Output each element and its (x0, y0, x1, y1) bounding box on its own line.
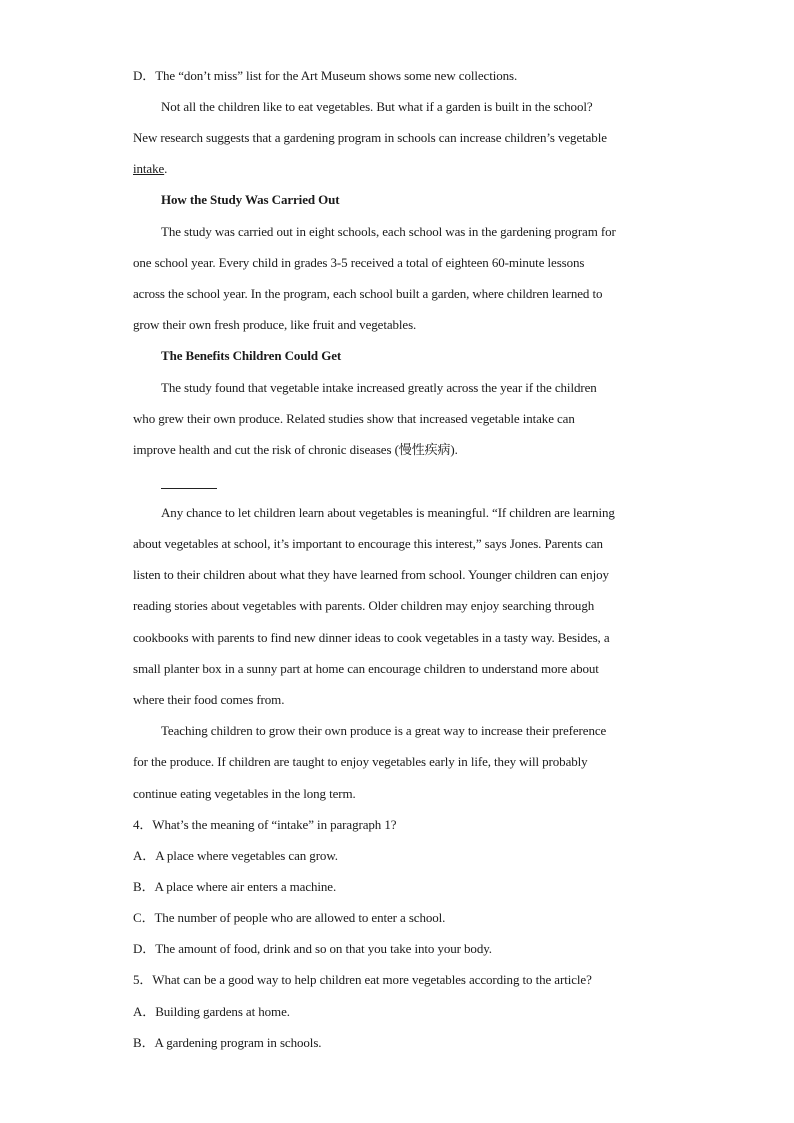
question-5: 5．What can be a good way to help children eat more vegetables according to the article? (133, 972, 592, 987)
period: . (164, 161, 168, 176)
question-5-option-b: B．A gardening program in schools. (133, 1035, 322, 1050)
paragraph-1-line (133, 161, 673, 177)
blank-heading-line (161, 488, 217, 489)
question-5-option-a: A．Building gardens at home. (133, 1004, 290, 1019)
paragraph-2-line: grow their own fresh produce, like fruit and vegetables. (133, 317, 417, 332)
paragraph-5-line: continue eating vegetables in the long term. (133, 786, 356, 801)
question-4-option-b: B．A place where air enters a machine. (133, 879, 337, 894)
paragraph-4-line: where their food comes from. (133, 692, 285, 707)
paragraph-3-line: The study found that vegetable intake increased greatly across the year if the children (161, 380, 597, 395)
question-4: 4．What’s the meaning of “intake” in paragraph 1? (133, 817, 397, 832)
question-4-option-d: D．The amount of food, drink and so on that you take into your body. (133, 941, 492, 956)
paragraph-4-line: reading stories about vegetables with parents. Older children may enjoy searching through (133, 598, 595, 613)
paragraph-4-line: listen to their children about what they have learned from school. Younger children can enjoy (133, 567, 609, 582)
paragraph-5-line: for the produce. If children are taught to enjoy vegetables early in life, they will probably (133, 754, 588, 769)
paragraph-2-line: The study was carried out in eight schools, each school was in the gardening program for (161, 224, 616, 239)
paragraph-4-line: about vegetables at school, it’s important to encourage this interest,” says Jones. Parents can (133, 536, 603, 551)
paragraph-3-line: who grew their own produce. Related studies show that increased vegetable intake can (133, 411, 575, 426)
question-4-option-c: C．The number of people who are allowed to enter a school. (133, 910, 446, 925)
section-heading: The Benefits Children Could Get (161, 348, 342, 363)
question-4-option-a: A．A place where vegetables can grow. (133, 848, 338, 863)
paragraph-4-line: cookbooks with parents to find new dinner ideas to cook vegetables in a tasty way. Besides, a (133, 630, 610, 645)
paragraph-2-line: across the school year. In the program, each school built a garden, where children learned to (133, 286, 603, 301)
paragraph-2-line: one school year. Every child in grades 3-5 received a total of eighteen 60-minute lessons (133, 255, 585, 270)
paragraph-1-line: Not all the children like to eat vegetables. But what if a garden is built in the school? (161, 99, 593, 114)
paragraph-4-line: Any chance to let children learn about vegetables is meaningful. “If children are learning (161, 505, 615, 520)
prev-option-d: D．The “don’t miss” list for the Art Museum shows some new collections. (133, 68, 518, 83)
paragraph-5-line: Teaching children to grow their own produce is a great way to increase their preference (161, 723, 607, 738)
paragraph-4-line: small planter box in a sunny part at home can encourage children to understand more about (133, 661, 599, 676)
underlined-word-intake: intake (133, 161, 165, 176)
paragraph-1-line: New research suggests that a gardening program in schools can increase children’s vegetable (133, 130, 607, 145)
paragraph-3-line: improve health and cut the risk of chronic diseases (慢性疾病). (133, 442, 458, 457)
section-heading: How the Study Was Carried Out (161, 192, 340, 207)
